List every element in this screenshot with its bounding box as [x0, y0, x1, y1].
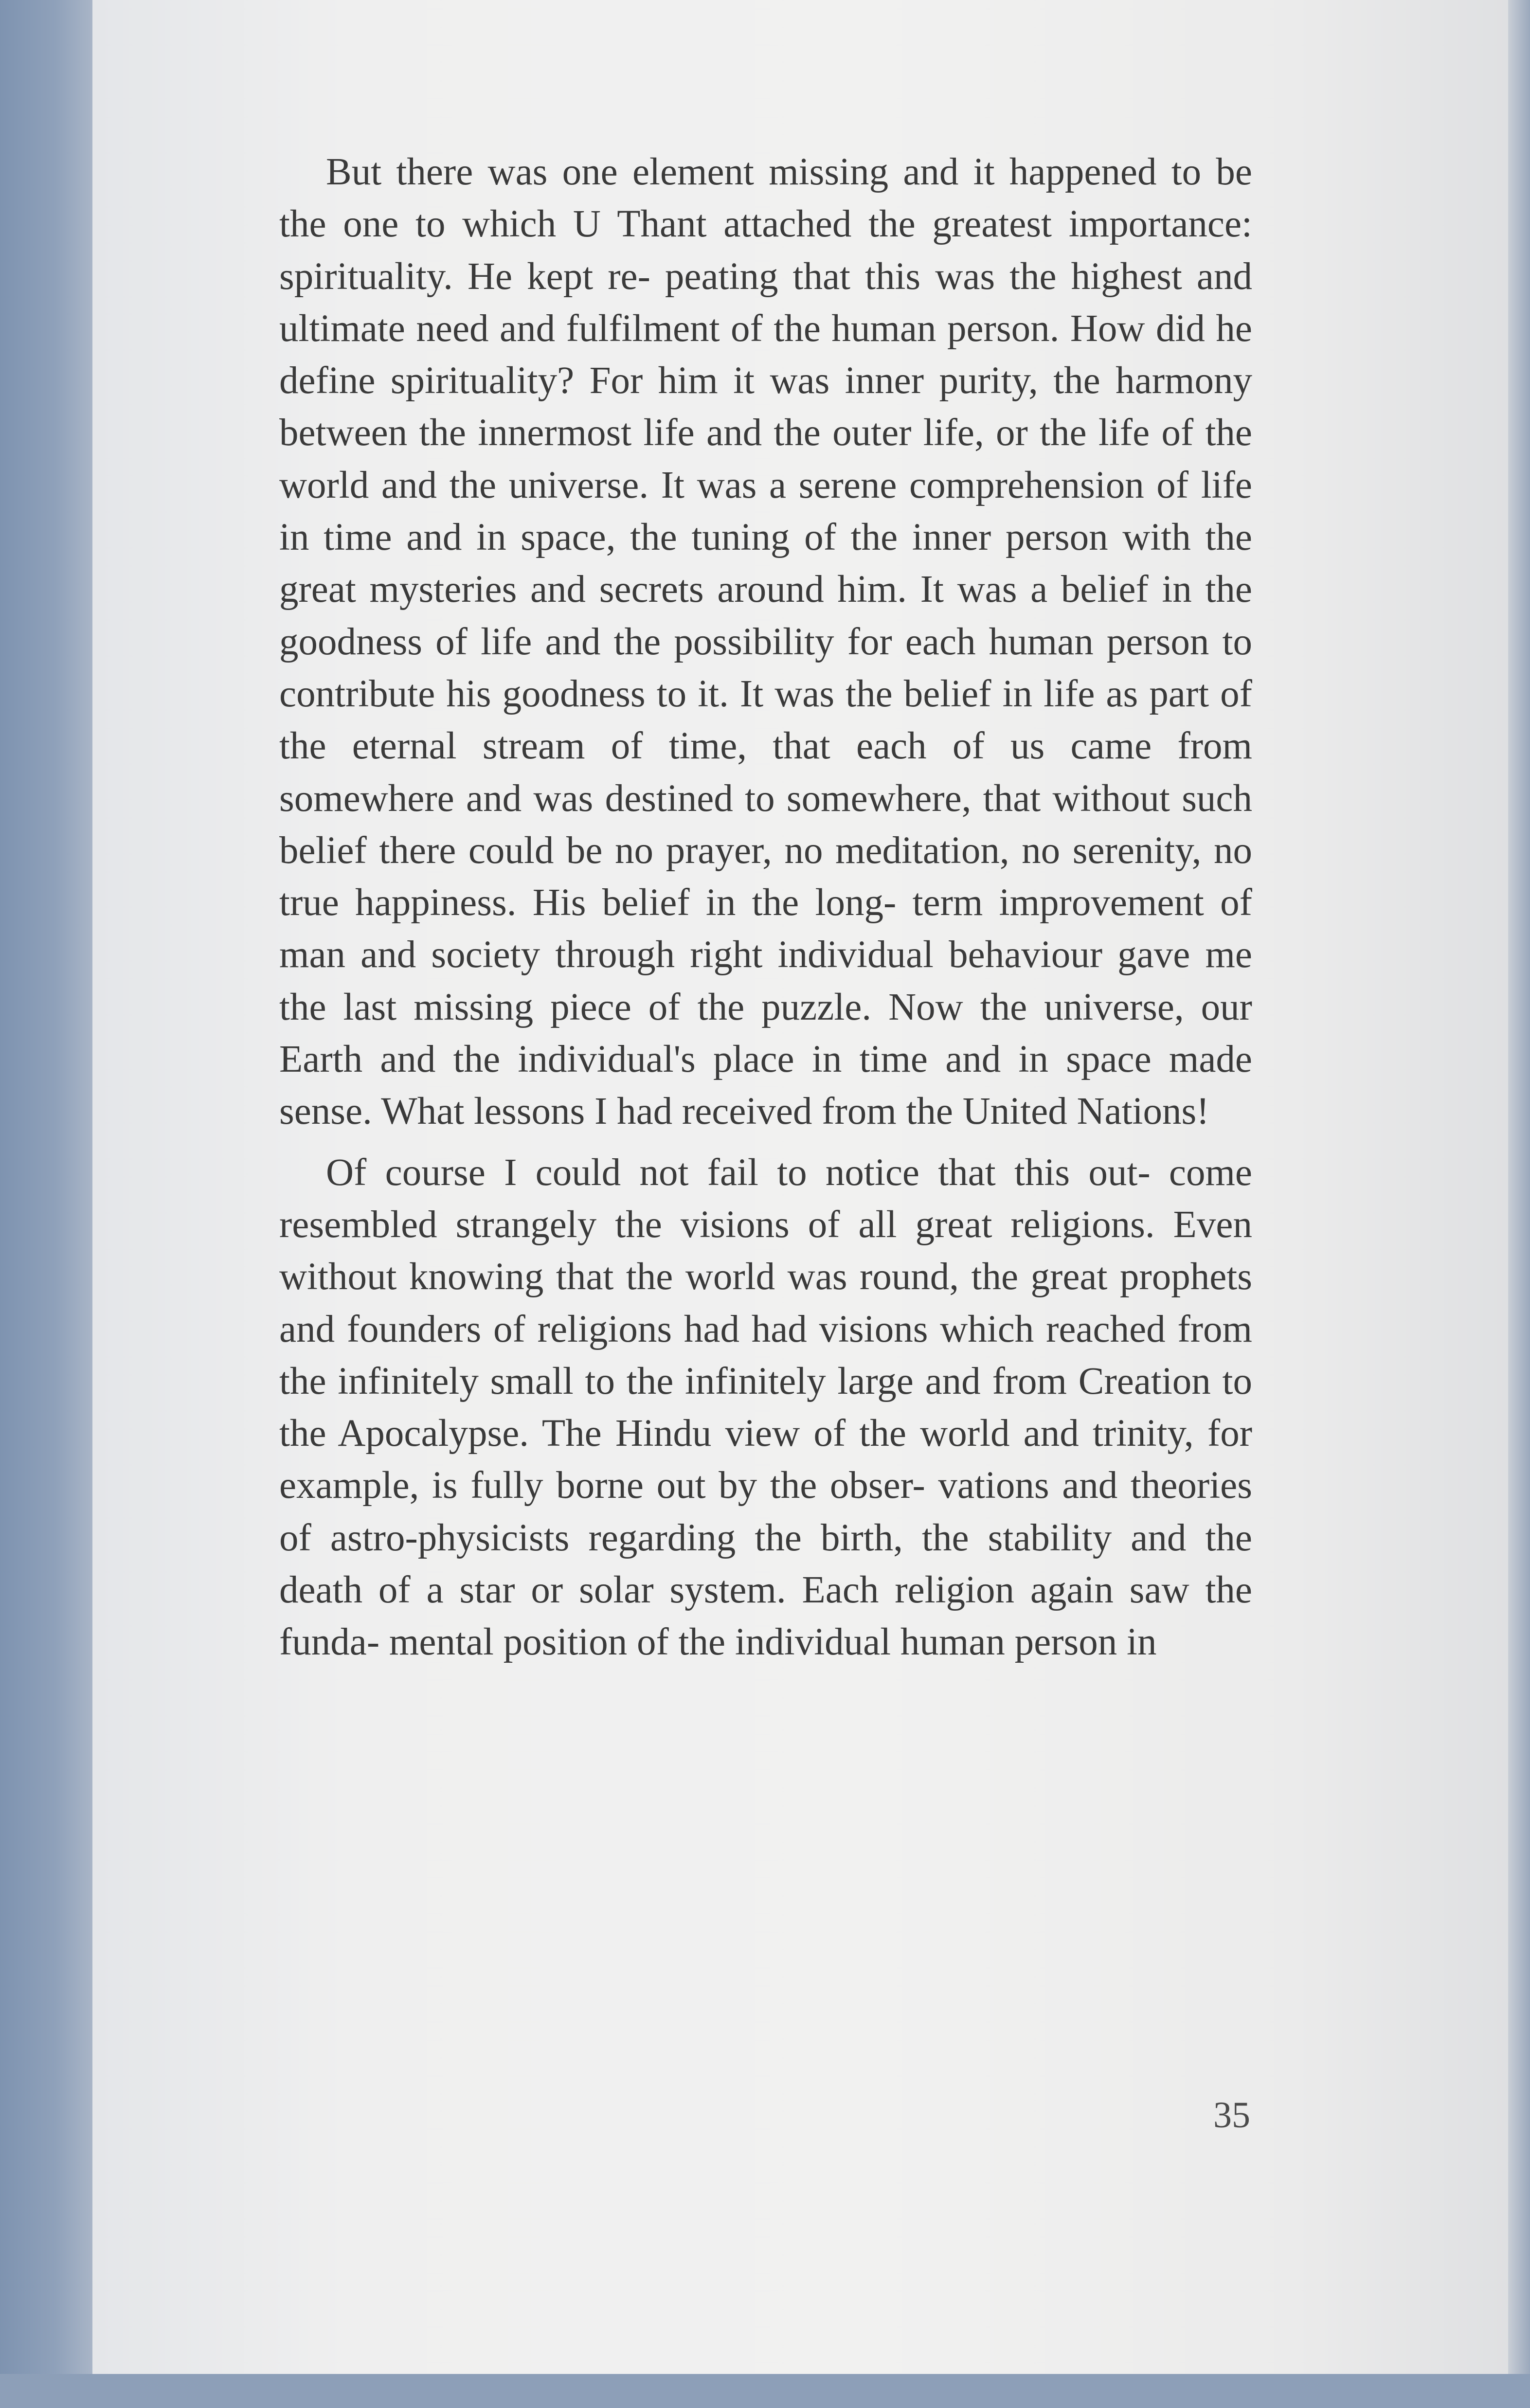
paragraph-1: But there was one element missing and it happened to be the one to which U Thant attached the greatest importance: spirituality. He kept re- peating that this was the highest and ultimate need and fulfilment of the human person. How did he define spirituality? For him it was inner purity, the harmony between the innermost life and the outer life, or the life of the world and the universe. It was a serene comprehension of life in time and in space, the tuning of the inner person with the great mysteries and secrets around him. It was a belief in the goodness of life and the possibility for each human person to contribute his goodness to it. It was the belief in life as part of the eternal stream of time, that each of us came from somewhere and was destined to somewhere, that without such belief there could be no prayer, no meditation, no serenity, no true happiness. His belief in the long- term improvement of man and society through right individual behaviour gave me the last missing piece of the puzzle. Now the universe, our Earth and the individual's place in time and in space made sense. What lessons I had received from the United Nations!	[279, 151, 1252, 1133]
scan-border-right	[1508, 0, 1530, 2408]
body-text	[279, 146, 1252, 1677]
paragraph-2: Of course I could not fail to notice that this out- come resembled strangely the visions of all great religions. Even without knowing that the world was round, the great prophets and founders of religions had had visions which reached from the infinitely small to the infinitely large and from Creation to the Apocalypse. The Hindu view of the world and trinity, for example, is fully borne out by the obser- vations and theories of astro-physicists regarding the birth, the stability and the death of a star or solar system. Each religion again saw the funda- mental position of the individual human person in	[279, 1151, 1252, 1664]
scan-border-bottom	[0, 2374, 1530, 2408]
page-number: 35	[1213, 2095, 1250, 2136]
scan-border-left	[0, 0, 92, 2408]
